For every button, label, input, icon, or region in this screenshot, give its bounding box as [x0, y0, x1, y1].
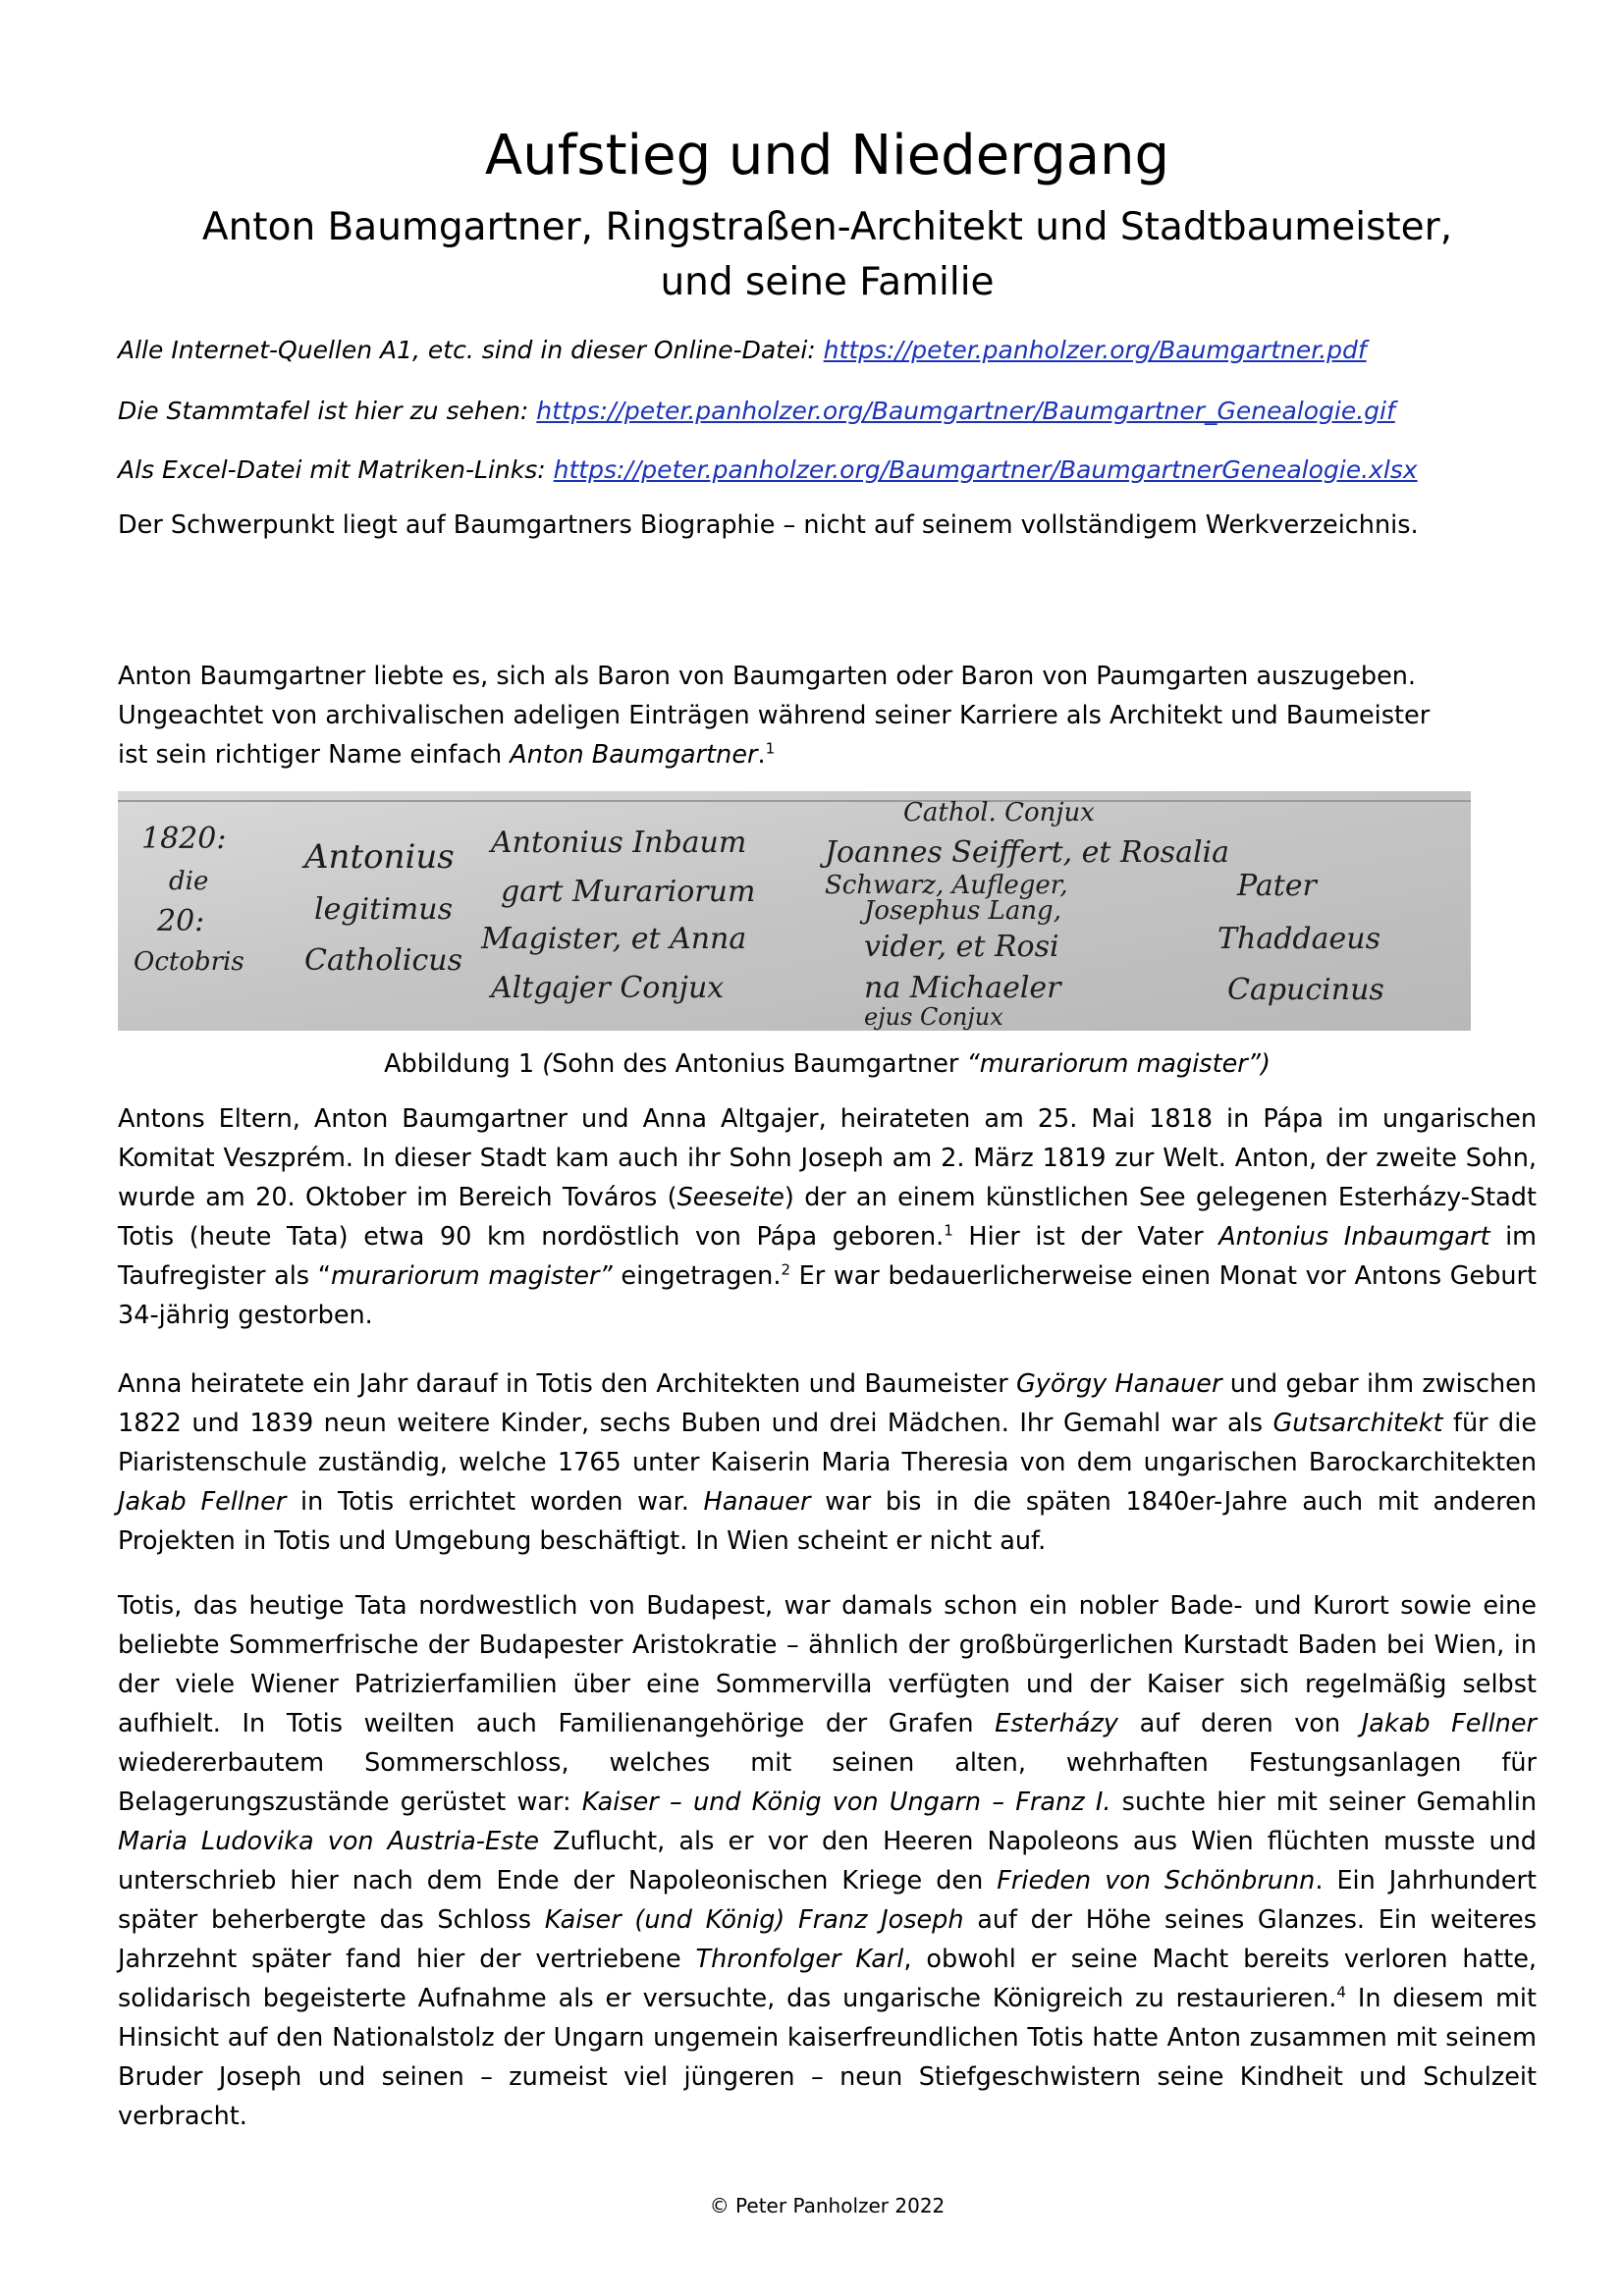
- text-run: Hier ist der Vater: [952, 1222, 1219, 1252]
- text-run-italic: György Hanauer: [1016, 1369, 1222, 1399]
- footnote-ref[interactable]: 2: [781, 1260, 790, 1279]
- source-line-genealogy: [118, 393, 1537, 430]
- hw-col1-3: Octobris: [134, 947, 244, 977]
- text-run: Antons Eltern, Anton Baumgartner und Anna Altgajer, heirateten am 25. Mai 1818 in Pápa im ungarischen Komitat Veszprém. In dieser Stadt kam auch ihr Sohn Joseph am 2. März 1819 zur Welt. Anton, der zweite Sohn, wurde am 20. Oktober im Bereich Továros (: [118, 1104, 1537, 1212]
- focus-note: Der Schwerpunkt liegt auf Baumgartners Biographie – nicht auf seinem vollständigem Werkverzeichnis.: [118, 510, 1419, 540]
- text-run: eingetragen.: [612, 1261, 782, 1291]
- text-run: auf der Höhe seines Glanzes. Ein weiteres Jahrzehnt später fand hier der vertriebene: [118, 1905, 1537, 1974]
- text-run: ) der an einem künstlichen See gelegenen Esterházy-Stadt Totis (heute Tata) etwa 90 km nordöstlich von Pápa geboren.: [118, 1183, 1537, 1252]
- text-run-italic: Frieden von Schönbrunn: [997, 1866, 1316, 1896]
- text-run: wiedererbautem Sommerschloss, welches mit seinen alten, wehrhaften Festungsanlagen für Belagerungszustände gerüstet war:: [118, 1748, 1537, 1817]
- document-title: Aufstieg und Niedergang: [484, 124, 1170, 187]
- text-run: suchte hier mit seiner Gemahlin: [1110, 1788, 1537, 1817]
- text-run-italic: Esterházy: [995, 1709, 1118, 1738]
- intro-line-3: [118, 736, 1537, 774]
- text-run-italic: Jakab Fellner: [118, 1487, 287, 1517]
- text-run: Zuflucht, als er vor den Heeren Napoleons aus Wien flüchten musste und unterschrieb hier nach dem Ende der Napoleonischen Kriege den: [118, 1827, 1537, 1896]
- hw-col5-1: Thaddaeus: [1217, 922, 1380, 956]
- text-run: im Taufregister als “: [118, 1222, 1538, 1291]
- hw-col1-1: die: [169, 867, 209, 896]
- text-run: Anna heiratete ein Jahr darauf in Totis den Architekten und Baumeister: [118, 1369, 1017, 1399]
- footnote-ref[interactable]: 4: [1336, 1983, 1346, 2002]
- hw-col3-1: gart Murariorum: [501, 875, 756, 909]
- text-run-italic: Hanauer: [703, 1487, 811, 1517]
- hw-col2-0: Antonius: [304, 837, 455, 877]
- text-run: , obwohl er seine Macht bereits verloren hatte, solidarisch begeisterte Aufnahme als er versuchte, das ungarische Königreich zu restaurieren.: [118, 1945, 1537, 2013]
- figure-caption: [118, 1044, 1537, 1084]
- genealogy-gif-link[interactable]: https://peter.panholzer.org/Baumgartner/Baumgartner_Genealogie.gif: [536, 397, 1395, 425]
- hw-col4-6: ejus Conjux: [864, 1003, 1003, 1031]
- text-run-italic: Kaiser – und König von Ungarn – Franz I.: [581, 1788, 1111, 1817]
- text-run: Er war bedauerlicherweise einen Monat vor Antons Geburt 34-jährig gestorben.: [118, 1261, 1538, 1330]
- hw-col4-5: na Michaeler: [864, 971, 1061, 1005]
- excel-link[interactable]: https://peter.panholzer.org/Baumgartner/BaumgartnerGenealogie.xlsx: [553, 455, 1418, 484]
- source-label: Alle Internet-Quellen A1, etc. sind in dieser Online-Datei:: [118, 336, 824, 364]
- text-run-italic: murariorum magister”: [330, 1261, 613, 1291]
- text-run: war bis in die späten 1840er-Jahre auch mit anderen Projekten in Totis und Umgebung beschäftigt. In Wien scheint er nicht auf.: [118, 1487, 1537, 1556]
- text-run-italic: Kaiser (und König) Franz Joseph: [544, 1905, 964, 1935]
- paragraph-hanauer: [118, 1364, 1537, 1561]
- caption-label: Abbildung 1: [384, 1049, 543, 1079]
- caption-italic: “murariorum magister”): [966, 1049, 1271, 1079]
- text-run-italic: Antonius Inbaumgart: [1218, 1222, 1490, 1252]
- source-label: Die Stammtafel ist hier zu sehen:: [118, 397, 537, 425]
- text-run: in Totis errichtet worden war.: [286, 1487, 704, 1517]
- hw-col3-2: Magister, et Anna: [481, 922, 747, 956]
- copyright-footer: © Peter Panholzer 2022: [709, 2194, 946, 2217]
- hw-col1-0: 1820:: [141, 822, 227, 856]
- text-run-italic: Thronfolger Karl: [695, 1945, 904, 1974]
- subtitle-line-1: Anton Baumgartner, Ringstraßen-Architekt und Stadtbaumeister,: [201, 205, 1453, 249]
- intro-punct: .: [757, 740, 766, 770]
- text-run: . Ein Jahrhundert später beherbergte das Schloss: [118, 1866, 1537, 1935]
- document-subtitle: [118, 200, 1537, 310]
- footnote-ref[interactable]: 1: [765, 739, 776, 758]
- text-run: für die Piaristenschule zuständig, welche 1765 unter Kaiserin Maria Theresia von dem ungarischen Barockarchitekten: [118, 1409, 1538, 1477]
- intro-line-1: Anton Baumgartner liebte es, sich als Baron von Baumgarten oder Baron von Paumgarten auszugeben.: [118, 662, 1417, 691]
- paragraph-parents: [118, 1099, 1537, 1335]
- hw-col4-4: vider, et Rosi: [864, 930, 1059, 964]
- pdf-link[interactable]: https://peter.panholzer.org/Baumgartner.pdf: [823, 336, 1367, 364]
- source-line-excel: [118, 452, 1537, 489]
- hw-col4-3: Josephus Lang,: [864, 896, 1061, 926]
- text-run: auf deren von: [1118, 1709, 1362, 1738]
- paragraph-totis: [118, 1586, 1537, 2136]
- caption-paren: (: [542, 1049, 553, 1079]
- baptism-register-scan: [118, 791, 1471, 1031]
- subtitle-line-2: und seine Familie: [660, 260, 995, 304]
- intro-name: Anton Baumgartner: [510, 740, 758, 770]
- hw-col4-1: Joannes Seiffert, et Rosalia: [825, 835, 1230, 870]
- text-run: In diesem mit Hinsicht auf den Nationalstolz der Ungarn ungemein kaiserfreundlichen Totis hatte Anton zusammen mit seinem Bruder Joseph und seinen – zumeist viel jüngeren – neun Stiefgeschwistern seine Kindheit und Schulzeit verbracht.: [118, 1984, 1538, 2131]
- hw-col3-0: Antonius Inbaum: [491, 826, 747, 860]
- text-run-italic: Gutsarchitekt: [1272, 1409, 1443, 1438]
- text-run-italic: Jakab Fellner: [1361, 1709, 1537, 1738]
- caption-text: Sohn des Antonius Baumgartner: [552, 1049, 967, 1079]
- handwritten-register-image: [118, 791, 1471, 1031]
- source-label: Als Excel-Datei mit Matriken-Links:: [118, 455, 554, 484]
- hw-col4-2: Schwarz, Aufleger,: [825, 871, 1068, 900]
- hw-col2-2: Catholicus: [304, 943, 462, 978]
- hw-col1-2: 20:: [157, 904, 205, 938]
- hw-col5-0: Pater: [1237, 869, 1317, 903]
- source-line-pdf: [118, 332, 1537, 369]
- intro-text: ist sein richtiger Name einfach: [118, 740, 511, 770]
- text-run: und gebar ihm zwischen 1822 und 1839 neun weitere Kinder, sechs Buben und drei Mädchen. Ihr Gemahl war als: [118, 1369, 1537, 1438]
- text-run-italic: Seeseite: [676, 1183, 784, 1212]
- hw-col5-2: Capucinus: [1227, 973, 1384, 1007]
- hw-col3-3: Altgajer Conjux: [491, 971, 725, 1005]
- text-run-italic: Maria Ludovika von Austria-Este: [118, 1827, 540, 1856]
- hw-col2-1: legitimus: [314, 892, 453, 927]
- text-run: Totis, das heutige Tata nordwestlich von Budapest, war damals schon ein nobler Bade- und Kurort sowie eine beliebte Sommerfrische der Budapester Aristokratie – ähnlich der großbürgerlichen Kurstadt Baden bei Wien, in der viele Wiener Patrizierfamilien über eine Sommervilla verfügten und der Kaiser sich regelmäßig selbst aufhielt. In Totis weilten auch Familienangehörige der Grafen: [118, 1591, 1537, 1738]
- hw-col4-0: Cathol. Conjux: [903, 798, 1095, 828]
- footnote-ref[interactable]: 1: [944, 1221, 953, 1240]
- intro-line-2: Ungeachtet von archivalischen adeligen Einträgen während seiner Karriere als Architekt und Baumeister: [118, 701, 1431, 730]
